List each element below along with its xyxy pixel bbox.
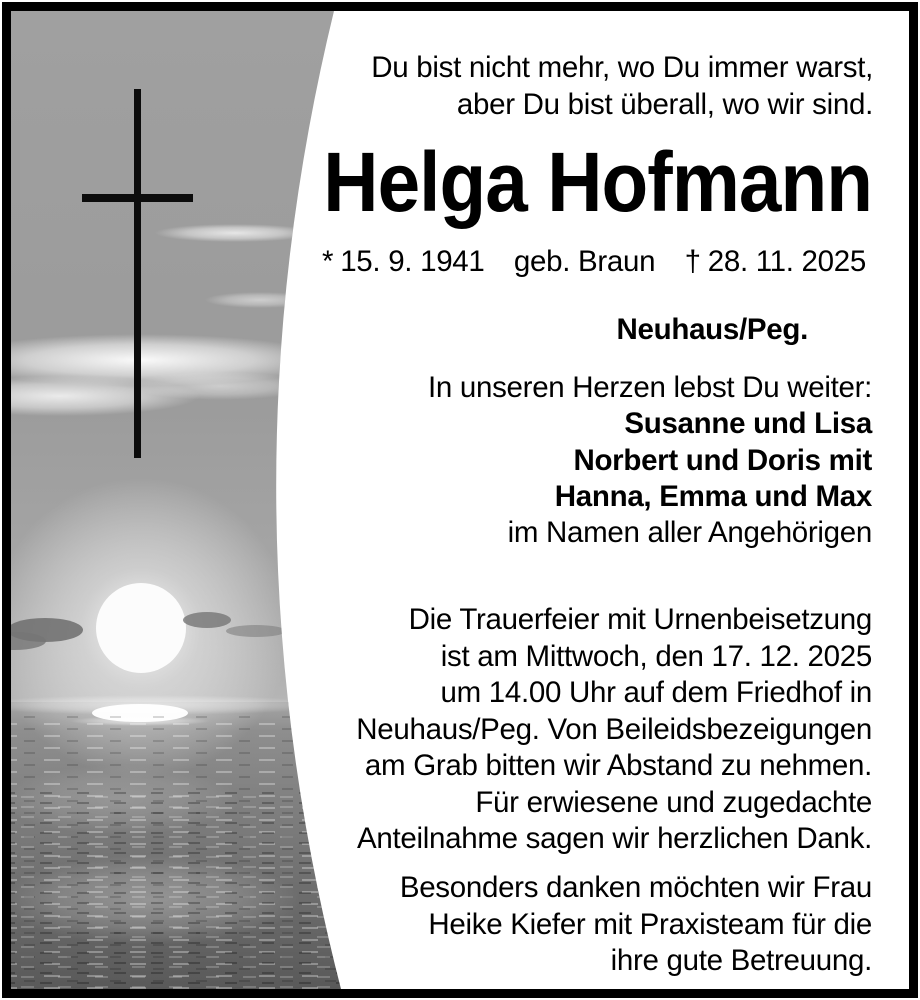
funeral-line: am Grab bitten wir Abstand zu nehmen.	[364, 749, 872, 782]
dark-cloud	[183, 612, 231, 628]
sea-texture	[11, 790, 351, 989]
thanks-line: ihre gute Betreuung.	[610, 944, 872, 977]
epigraph	[371, 49, 873, 123]
funeral-line: um 14.00 Uhr auf dem Friedhof in	[440, 676, 872, 709]
thanks-line: Heike Kiefer mit Praxisteam für die	[428, 907, 872, 941]
dates-row	[322, 245, 866, 279]
death-date: † 28. 11. 2025	[684, 245, 866, 278]
funeral-line: Für erwiesene und zugedachte	[475, 785, 872, 819]
mourner-name: Susanne und Lisa	[624, 407, 872, 441]
cloud	[155, 224, 315, 242]
cloud	[130, 372, 310, 400]
epigraph-line: aber Du bist überall, wo wir sind.	[456, 88, 873, 121]
cloud	[205, 292, 315, 308]
funeral-line: Neuhaus/Peg. Von Beileidsbezeigungen	[356, 712, 872, 746]
birth-date: * 15. 9. 1941	[322, 245, 485, 278]
died-icon: †	[684, 245, 701, 278]
thanks-note	[400, 870, 872, 980]
funeral-notice	[356, 602, 872, 858]
epigraph-line: Du bist nicht mehr, wo Du immer warst,	[371, 51, 873, 84]
deceased-name: Helga Hofmann	[323, 135, 872, 229]
dark-cloud	[226, 625, 286, 637]
tribute-block	[428, 370, 872, 551]
thanks-line: Besonders danken möchten wir Frau	[399, 871, 872, 904]
tribute-closing: im Namen aller Angehörigen	[507, 516, 872, 550]
born-icon: *	[322, 245, 334, 278]
funeral-line: ist am Mittwoch, den 17. 12. 2025	[440, 639, 872, 673]
tribute-intro: In unseren Herzen lebst Du weiter:	[428, 371, 872, 404]
maiden-name: geb. Braun	[513, 245, 656, 278]
sun	[96, 583, 186, 673]
funeral-line: Anteilnahme sagen wir herzlichen Dank.	[357, 822, 872, 855]
funeral-line: Die Trauerfeier mit Urnenbeisetzung	[408, 603, 872, 636]
mourner-name: Norbert und Doris mit	[573, 443, 872, 477]
mourner-name: Hanna, Emma und Max	[554, 479, 872, 513]
city: Neuhaus/Peg.	[616, 313, 808, 346]
